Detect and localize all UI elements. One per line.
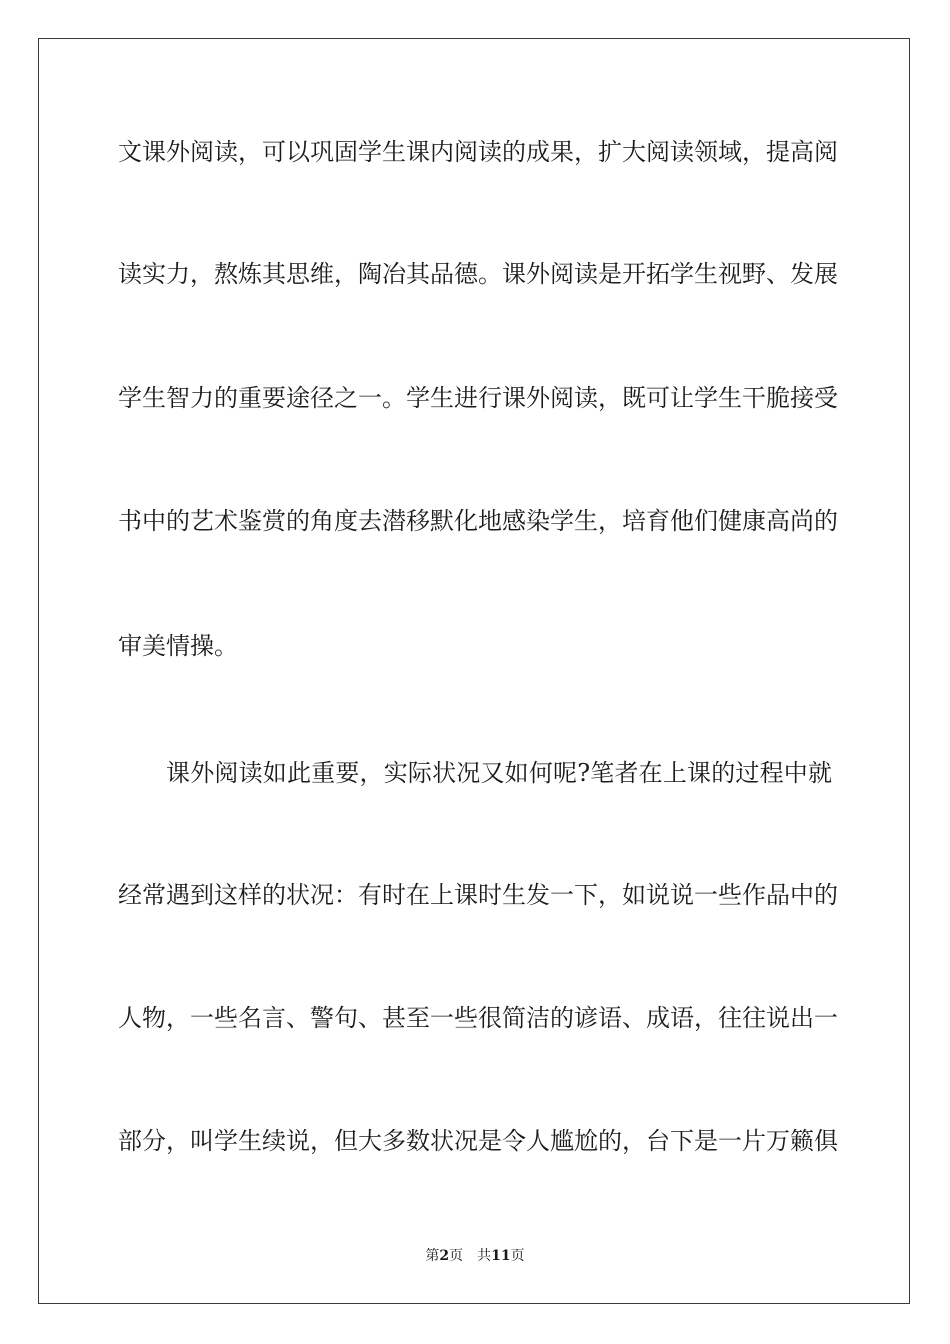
paragraph-1-line-1: 文课外阅读，可以巩固学生课内阅读的成果，扩大阅读领域，提高阅 [118, 138, 838, 166]
footer-total-prefix: 共 [477, 1248, 492, 1264]
paragraph-1-line-5: 审美情操。 [118, 632, 238, 660]
page-border [38, 38, 910, 1304]
paragraph-1-line-3: 学生智力的重要途径之一。学生进行课外阅读，既可让学生干脆接受 [118, 384, 838, 412]
page-footer [0, 1247, 950, 1265]
footer-page-suffix: 页 [449, 1248, 464, 1264]
footer-total-suffix: 页 [510, 1248, 525, 1264]
footer-total-number: 11 [491, 1248, 511, 1264]
footer-page-number: 2 [439, 1248, 450, 1264]
paragraph-2-line-4: 部分，叫学生续说，但大多数状况是令人尴尬的，台下是一片万籁俱 [118, 1127, 838, 1155]
paragraph-2-line-3: 人物，一些名言、警句、甚至一些很简洁的谚语、成语，往往说出一 [118, 1004, 838, 1032]
paragraph-1-line-2: 读实力，熬炼其思维，陶冶其品德。课外阅读是开拓学生视野、发展 [118, 260, 838, 288]
paragraph-2-line-1: 课外阅读如此重要，实际状况又如何呢?笔者在上课的过程中就 [166, 759, 832, 787]
paragraph-1-line-4: 书中的艺术鉴赏的角度去潜移默化地感染学生，培育他们健康高尚的 [118, 507, 838, 535]
paragraph-2-line-2: 经常遇到这样的状况：有时在上课时生发一下，如说说一些作品中的 [118, 881, 838, 909]
footer-page-prefix: 第 [425, 1248, 440, 1264]
